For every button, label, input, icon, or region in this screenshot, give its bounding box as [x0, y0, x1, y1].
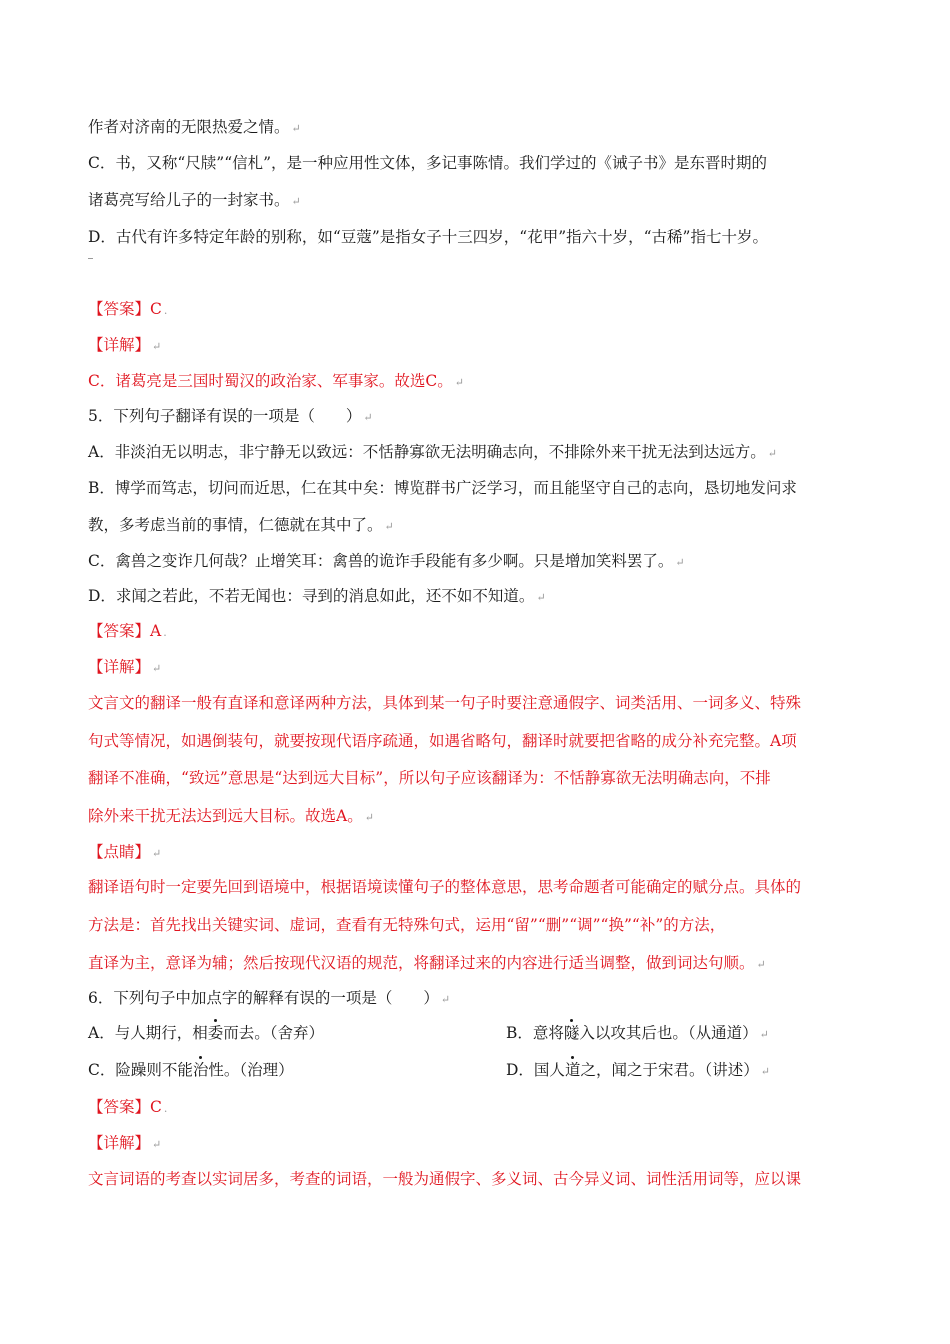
dotted-char: 委 — [207, 1024, 224, 1042]
question-6-option-d: D．国人道之，闻之于宋君。（讲述） ↵ — [506, 1061, 770, 1079]
question-6-options-row-2 — [88, 1059, 868, 1081]
tip-text: 翻译语句时一定要先回到语境中，根据语境读懂句子的整体意思，思考命题者可能确定的赋分点。具体的 — [88, 878, 802, 896]
tip-text: 方法是：首先找出关键实词、虚词，查看有无特殊句式，运用“留”“删”“调”“换”“补”的方法， — [88, 916, 726, 934]
dotted-char: 隧 — [563, 1024, 580, 1042]
question-6-option-b: B．意将隧入以攻其后也。（从通道） ↵ — [506, 1024, 769, 1042]
question-6-option-a: A．与人期行，相委而去。（舍弃） — [88, 1024, 324, 1042]
detail-heading: 【详解】 ↵ — [88, 658, 162, 676]
answer-heading: 【答案】C . — [88, 300, 168, 318]
dotted-char: 治 — [192, 1061, 209, 1079]
question-5-option-b: B．博学而笃志，切问而近思，仁在其中矣：博览群书广泛学习，而且能坚守自己的志向，恳切地发问求 — [88, 479, 797, 497]
question-5-option-b-2: 教，多考虑当前的事情，仁德就在其中了。 ↵ — [88, 516, 394, 534]
detail-text: 除外来干扰无法达到远大目标。故选A。 ↵ — [88, 807, 374, 825]
detail-heading: 【详解】 ↵ — [88, 1134, 162, 1152]
detail-text: 翻译不准确，“致远”意思是“达到远大目标”，所以句子应该翻译为：不恬静寡欲无法明确志向，不排 — [88, 769, 771, 787]
paragraph-mark: ↵ — [291, 195, 301, 208]
detail-heading: 【详解】 ↵ — [88, 336, 162, 354]
question-5-option-d: D．求闻之若此，不若无闻也：寻到的消息如此，还不如不知道。 ↵ — [88, 587, 546, 605]
detail-text: C．诸葛亮是三国时蜀汉的政治家、军事家。故选C。 ↵ — [88, 372, 464, 390]
question-6-options-row-1 — [88, 1022, 868, 1044]
paragraph-mark: ↵ — [291, 122, 301, 135]
question-5-option-a: A．非淡泊无以明志，非宁静无以致远：不恬静寡欲无法明确志向，不排除外来干扰无法到达远方。 ↵ — [88, 443, 777, 461]
question-6-option-c: C．险躁则不能治性。（治理） — [88, 1061, 294, 1079]
paragraph-mark-small — [88, 258, 93, 259]
detail-text: 文言词语的考查以实词居多，考查的词语，一般为通假字、多义词、古今异义词、词性活用词等，应以课 — [88, 1170, 802, 1188]
tip-heading: 【点睛】 ↵ — [88, 843, 162, 861]
answer-heading: 【答案】A . — [88, 622, 167, 640]
option-d-line: D．古代有许多特定年龄的别称，如“豆蔻”是指女子十三四岁，“花甲”指六十岁，“古稀”指七十岁。 — [88, 228, 768, 246]
dotted-char: 道 — [564, 1061, 581, 1079]
question-5-stem: 5．下列句子翻译有误的一项是（ ） ↵ — [88, 407, 373, 425]
paragraph-line: 作者对济南的无限热爱之情。 ↵ — [88, 118, 301, 136]
question-5-option-c: C．禽兽之变诈几何哉？止增笑耳：禽兽的诡诈手段能有多少啊。只是增加笑料罢了。 ↵ — [88, 552, 685, 570]
detail-text: 文言文的翻译一般有直译和意译两种方法，具体到某一句子时要注意通假字、词类活用、一词多义、特殊 — [88, 694, 802, 712]
detail-text: 句式等情况，如遇倒装句，就要按现代语序疏通，如遇省略句，翻译时就要把省略的成分补充完整。A项 — [88, 732, 797, 750]
option-c-line: C．书，又称“尺牍”“信札”，是一种应用性文体，多记事陈情。我们学过的《诫子书》是东晋时期的 — [88, 154, 768, 172]
answer-heading: 【答案】C . — [88, 1098, 168, 1116]
option-c-line-2: 诸葛亮写给儿子的一封家书。 ↵ — [88, 191, 301, 209]
tip-text: 直译为主，意译为辅；然后按现代汉语的规范，将翻译过来的内容进行适当调整，做到词达句顺。 ↵ — [88, 954, 766, 972]
question-6-stem: 6．下列句子中加点字的解释有误的一项是（ ） ↵ — [88, 989, 451, 1007]
